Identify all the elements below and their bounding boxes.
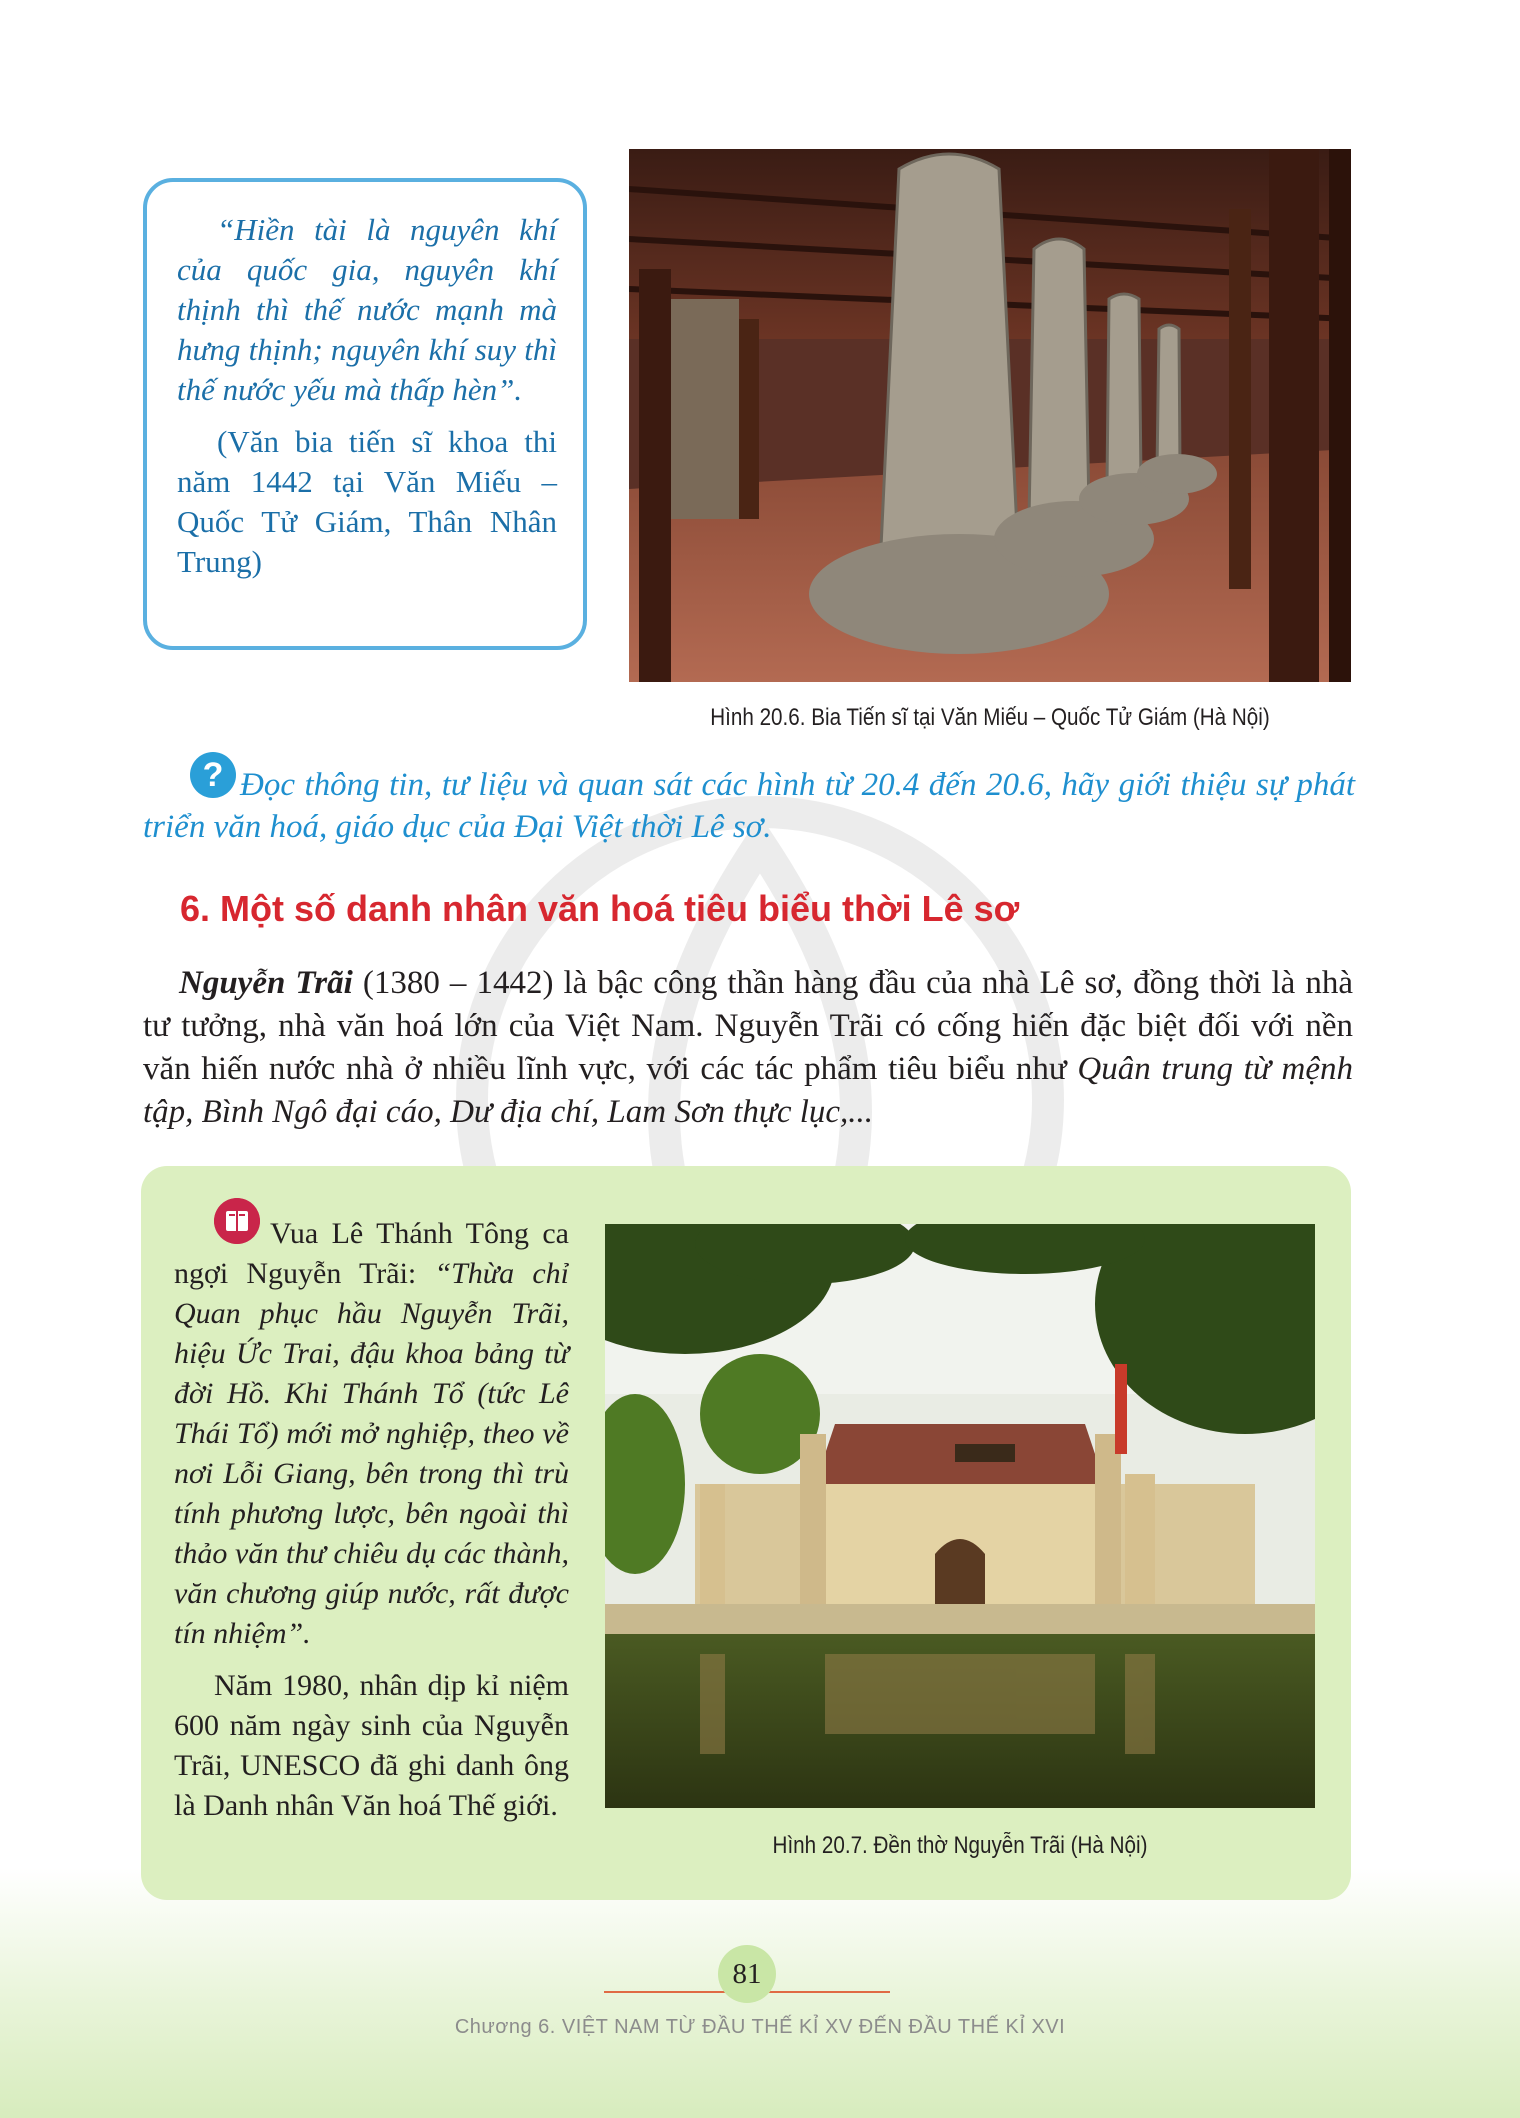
temple-photo: [605, 1224, 1315, 1808]
person-name: Nguyễn Trãi: [179, 965, 353, 1001]
works-list: Quân trung từ mệnh tập, Bình Ngô đại cáo, Dư địa chí, Lam Sơn thực lục,...: [143, 1051, 1353, 1130]
body-text: (1380 – 1442) là bậc công thần hàng đầu của nhà Lê sơ, đồng thời là nhà tư tưởng, nhà văn hoá lớn của Việt Nam. Nguyễn Trãi có cống hiến đặc biệt đối với nền văn hiến nước nhà ở nhiều lĩnh vực, với các tác phẩm tiêu biểu như: [143, 965, 1353, 1087]
quote-text: “Hiền tài là nguyên khí của quốc gia, nguyên khí thịnh thì thế nước mạnh mà hưng thịnh; nguyên khí suy thì thế nước yếu mà thấp hèn”.: [177, 212, 557, 407]
question-icon: ?: [190, 752, 236, 798]
body-paragraph: [143, 962, 1353, 1134]
section-heading: 6. Một số danh nhân văn hoá tiêu biểu thời Lê sơ: [180, 888, 1020, 929]
figure-20-7-caption: Hình 20.7. Đền thờ Nguyễn Trãi (Hà Nội): [772, 1832, 1148, 1859]
figure-20-6-caption: Hình 20.6. Bia Tiến sĩ tại Văn Miếu – Quốc Tử Giám (Hà Nội): [710, 704, 1270, 731]
reference-paragraph-2: Năm 1980, nhân dịp kỉ niệm 600 năm ngày sinh của Nguyễn Trãi, UNESCO đã ghi danh ông là Danh nhân Văn hoá Thế giới.: [174, 1669, 569, 1822]
reference-citation: “Thừa chỉ Quan phục hầu Nguyễn Trãi, hiệu Ức Trai, đậu khoa bảng từ đời Hồ. Khi Thánh Tổ (tức Lê Thái Tổ) mới mở nghiệp, theo về nơi Lỗi Giang, bên trong thì trù tính phương lược, bên ngoài thì thảo văn thư chiêu dụ các thành, văn chương giúp nước, rất được tín nhiệm”.: [174, 1257, 569, 1650]
question-text: Đọc thông tin, tư liệu và quan sát các hình từ 20.4 đến 20.6, hãy giới thiệu sự phát triển văn hoá, giáo dục của Đại Việt thời Lê sơ.: [143, 767, 1355, 845]
stelae-photo: [629, 149, 1351, 682]
quote-source: (Văn bia tiến sĩ khoa thi năm 1442 tại Văn Miếu – Quốc Tử Giám, Thân Nhân Trung): [177, 424, 557, 579]
page-number: 81: [718, 1945, 776, 2003]
reference-paragraph-1: [174, 1214, 569, 1654]
reference-intro: Vua Lê Thánh Tông ca ngợi Nguyễn Trãi:: [174, 1217, 569, 1290]
quote-box: [143, 178, 587, 650]
chapter-footer: Chương 6. VIỆT NAM TỪ ĐẦU THẾ KỈ XV ĐẾN ĐẦU THẾ KỈ XVI: [454, 2016, 1066, 2038]
